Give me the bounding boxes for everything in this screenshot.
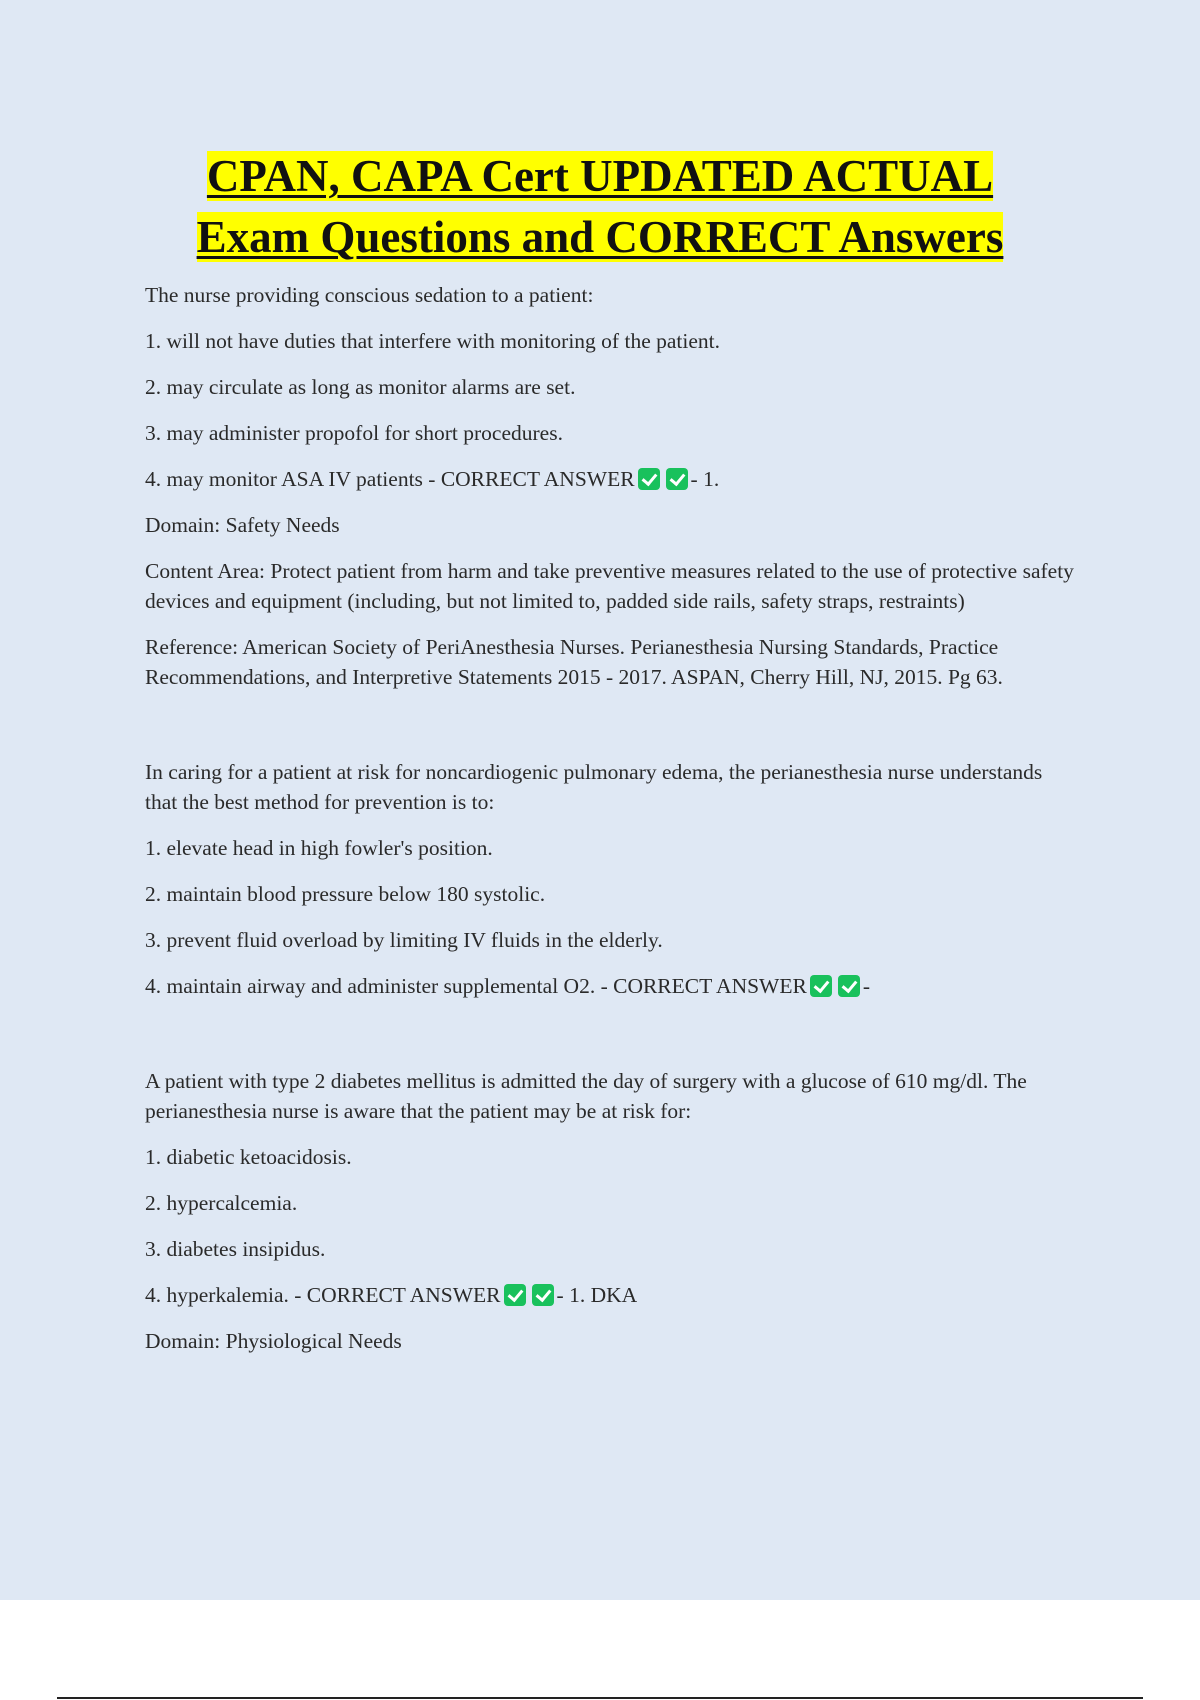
question-2 (145, 757, 1075, 1001)
option-3: 3. diabetes insipidus. (145, 1237, 326, 1261)
check-mark-icon (838, 975, 860, 997)
option-3: 3. prevent fluid overload by limiting IV fluids in the elderly. (145, 928, 663, 952)
document-body (145, 280, 1075, 1372)
option-4-with-answer (145, 971, 1075, 1001)
domain: Domain: Safety Needs (145, 513, 340, 537)
footer-divider (57, 1697, 1143, 1699)
correct-answer: - 1. DKA (556, 1283, 638, 1307)
option-1: 1. elevate head in high fowler's position. (145, 836, 493, 860)
question-stem: A patient with type 2 diabetes mellitus is admitted the day of surgery with a glucose of 610 mg/dl. The perianesthesia nurse is aware that the patient may be at risk for: (145, 1069, 1027, 1123)
option-1: 1. will not have duties that interfere with monitoring of the patient. (145, 329, 720, 353)
check-mark-icon (638, 468, 660, 490)
title-line-1: CPAN, CAPA Cert UPDATED ACTUAL (206, 151, 994, 201)
option-2: 2. maintain blood pressure below 180 systolic. (145, 882, 546, 906)
check-mark-icon (532, 1284, 554, 1306)
option-4: 4. may monitor ASA IV patients - CORRECT ANSWER (145, 467, 635, 491)
question-stem: The nurse providing conscious sedation to a patient: (145, 283, 594, 307)
correct-answer: - (862, 974, 871, 998)
content-area: Content Area: Protect patient from harm and take preventive measures related to the use of protective safety devices and equipment (including, but not limited to, padded side rails, safety straps, restraints) (145, 559, 1074, 613)
question-1 (145, 280, 1075, 692)
option-4-with-answer (145, 464, 1075, 494)
question-3 (145, 1066, 1075, 1356)
check-mark-icon (666, 468, 688, 490)
domain: Domain: Physiological Needs (145, 1329, 402, 1353)
option-2: 2. may circulate as long as monitor alarms are set. (145, 375, 576, 399)
option-2: 2. hypercalcemia. (145, 1191, 298, 1215)
option-4: 4. hyperkalemia. - CORRECT ANSWER (145, 1283, 501, 1307)
reference: Reference: American Society of PeriAnesthesia Nurses. Perianesthesia Nursing Standards, Practice Recommendations, and Interpretive Statements 2015 - 2017. ASPAN, Cherry Hill, NJ, 2015. Pg 63. (145, 635, 1003, 689)
check-mark-icon (810, 975, 832, 997)
correct-answer: - 1. (690, 467, 720, 491)
option-1: 1. diabetic ketoacidosis. (145, 1145, 352, 1169)
option-3: 3. may administer propofol for short procedures. (145, 421, 563, 445)
check-mark-icon (504, 1284, 526, 1306)
page-title (150, 146, 1050, 268)
question-stem: In caring for a patient at risk for noncardiogenic pulmonary edema, the perianesthesia nurse understands that the best method for prevention is to: (145, 760, 1043, 814)
title-line-2: Exam Questions and CORRECT Answers (196, 212, 1004, 262)
option-4-with-answer (145, 1280, 1075, 1310)
option-4: 4. maintain airway and administer supplemental O2. - CORRECT ANSWER (145, 974, 807, 998)
